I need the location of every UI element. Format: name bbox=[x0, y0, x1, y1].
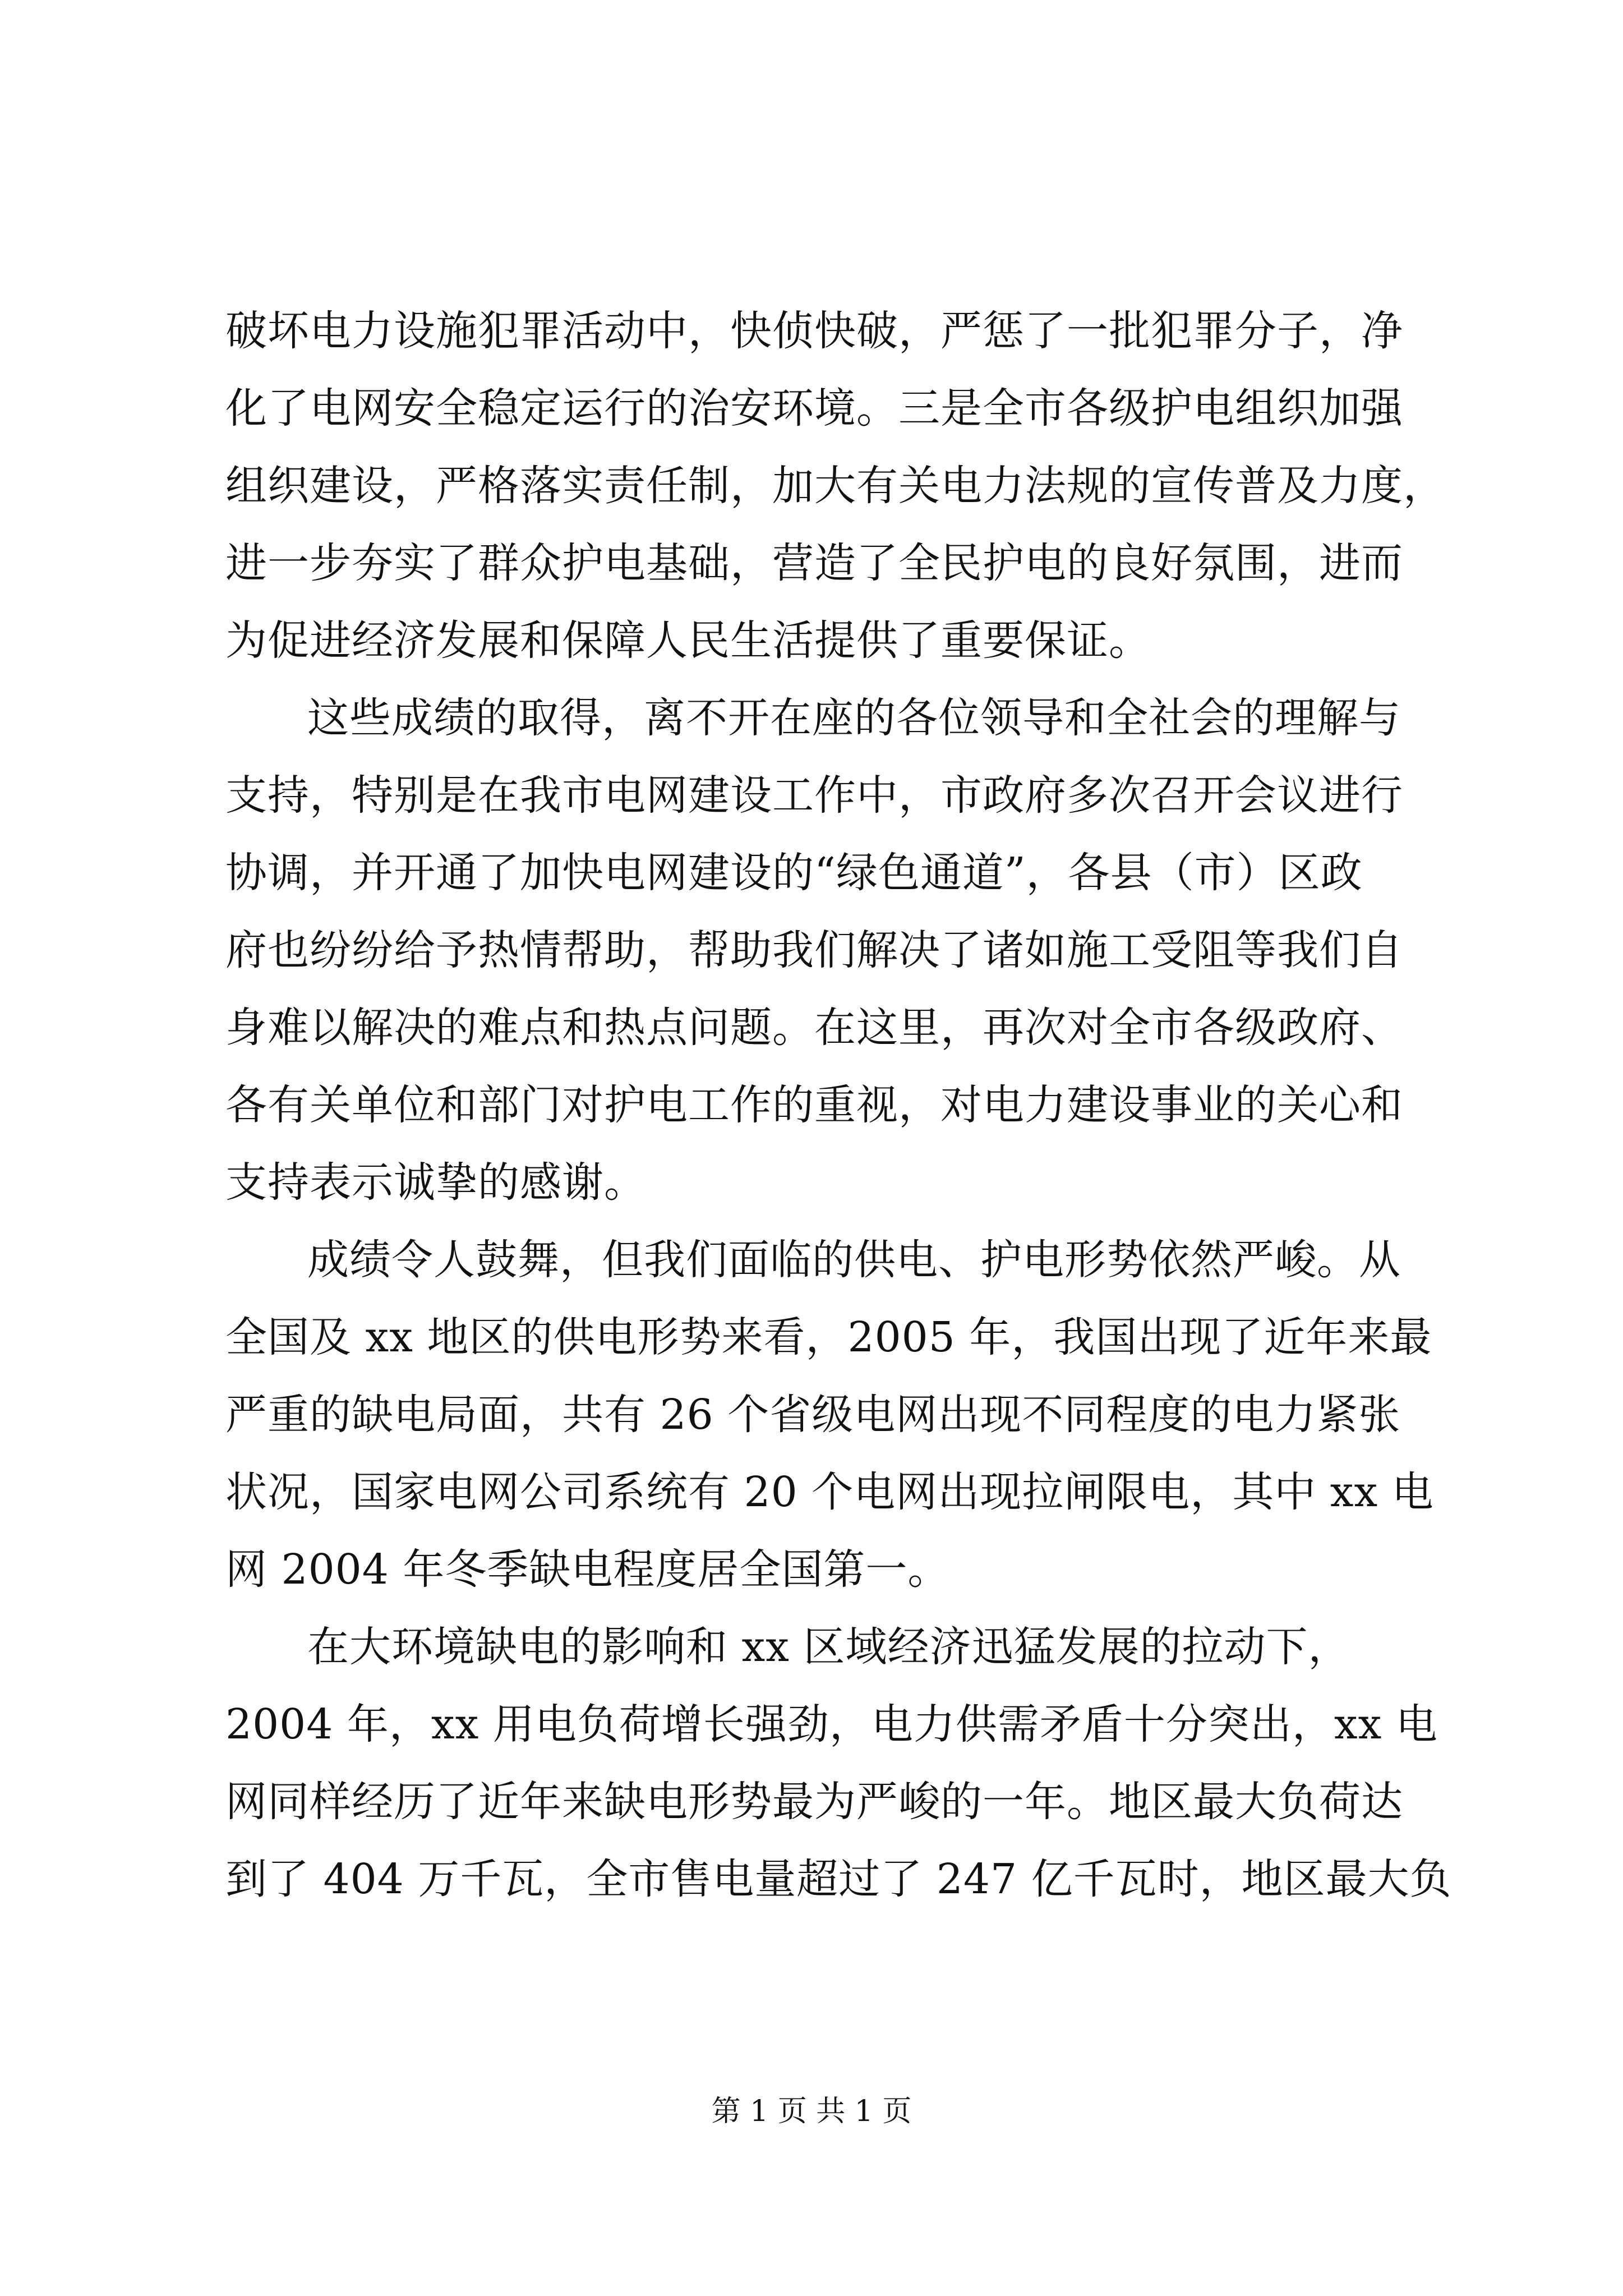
text-line: 进一步夯实了群众护电基础，营造了全民护电的良好氛围，进而 bbox=[225, 539, 1403, 587]
text-line: 身难以解决的难点和热点问题。在这里，再次对全市各级政府、 bbox=[225, 1004, 1403, 1052]
text-line: 网同样经历了近年来缺电形势最为严峻的一年。地区最大负荷达 bbox=[225, 1778, 1403, 1826]
text-line: 为促进经济发展和保障人民生活提供了重要保证。 bbox=[225, 616, 1151, 665]
paragraph-start-line: 成绩令人鼓舞，但我们面临的供电、护电形势依然严峻。从 bbox=[307, 1236, 1401, 1284]
text-line: 状况，国家电网公司系统有 20 个电网出现拉闸限电，其中 xx 电 bbox=[225, 1468, 1434, 1516]
text-line: 全国及 xx 地区的供电形势来看，2005 年，我国出现了近年来最 bbox=[225, 1313, 1432, 1361]
text-line: 各有关单位和部门对护电工作的重视，对电力建设事业的关心和 bbox=[225, 1081, 1403, 1129]
text-line: 化了电网安全稳定运行的治安环境。三是全市各级护电组织加强 bbox=[225, 384, 1403, 432]
text-line: 2004 年，xx 用电负荷增长强劲，电力供需矛盾十分突出，xx 电 bbox=[225, 1700, 1438, 1749]
text-line: 支持表示诚挚的感谢。 bbox=[225, 1158, 646, 1207]
text-line: 网 2004 年冬季缺电程度居全国第一。 bbox=[225, 1545, 950, 1594]
text-line: 到了 404 万千瓦，全市售电量超过了 247 亿千瓦时，地区最大负 bbox=[225, 1855, 1452, 1903]
text-line: 组织建设，严格落实责任制，加大有关电力法规的宣传普及力度， bbox=[225, 462, 1445, 510]
paragraph-start-line: 这些成绩的取得，离不开在座的各位领导和全社会的理解与 bbox=[307, 694, 1401, 742]
text-line: 协调，并开通了加快电网建设的“绿色通道”，各县（市）区政 bbox=[225, 849, 1363, 897]
paragraph-start-line: 在大环境缺电的影响和 xx 区域经济迅猛发展的拉动下， bbox=[307, 1623, 1350, 1671]
text-line: 破坏电力设施犯罪活动中，快侦快破，严惩了一批犯罪分子，净 bbox=[225, 307, 1403, 355]
text-line: 严重的缺电局面，共有 26 个省级电网出现不同程度的电力紧张 bbox=[225, 1391, 1401, 1439]
page-footer: 第 1 页 共 1 页 bbox=[711, 2095, 912, 2128]
text-line: 府也纷纷给予热情帮助，帮助我们解决了诸如施工受阻等我们自 bbox=[225, 926, 1403, 974]
text-line: 支持，特别是在我市电网建设工作中，市政府多次召开会议进行 bbox=[225, 771, 1403, 820]
